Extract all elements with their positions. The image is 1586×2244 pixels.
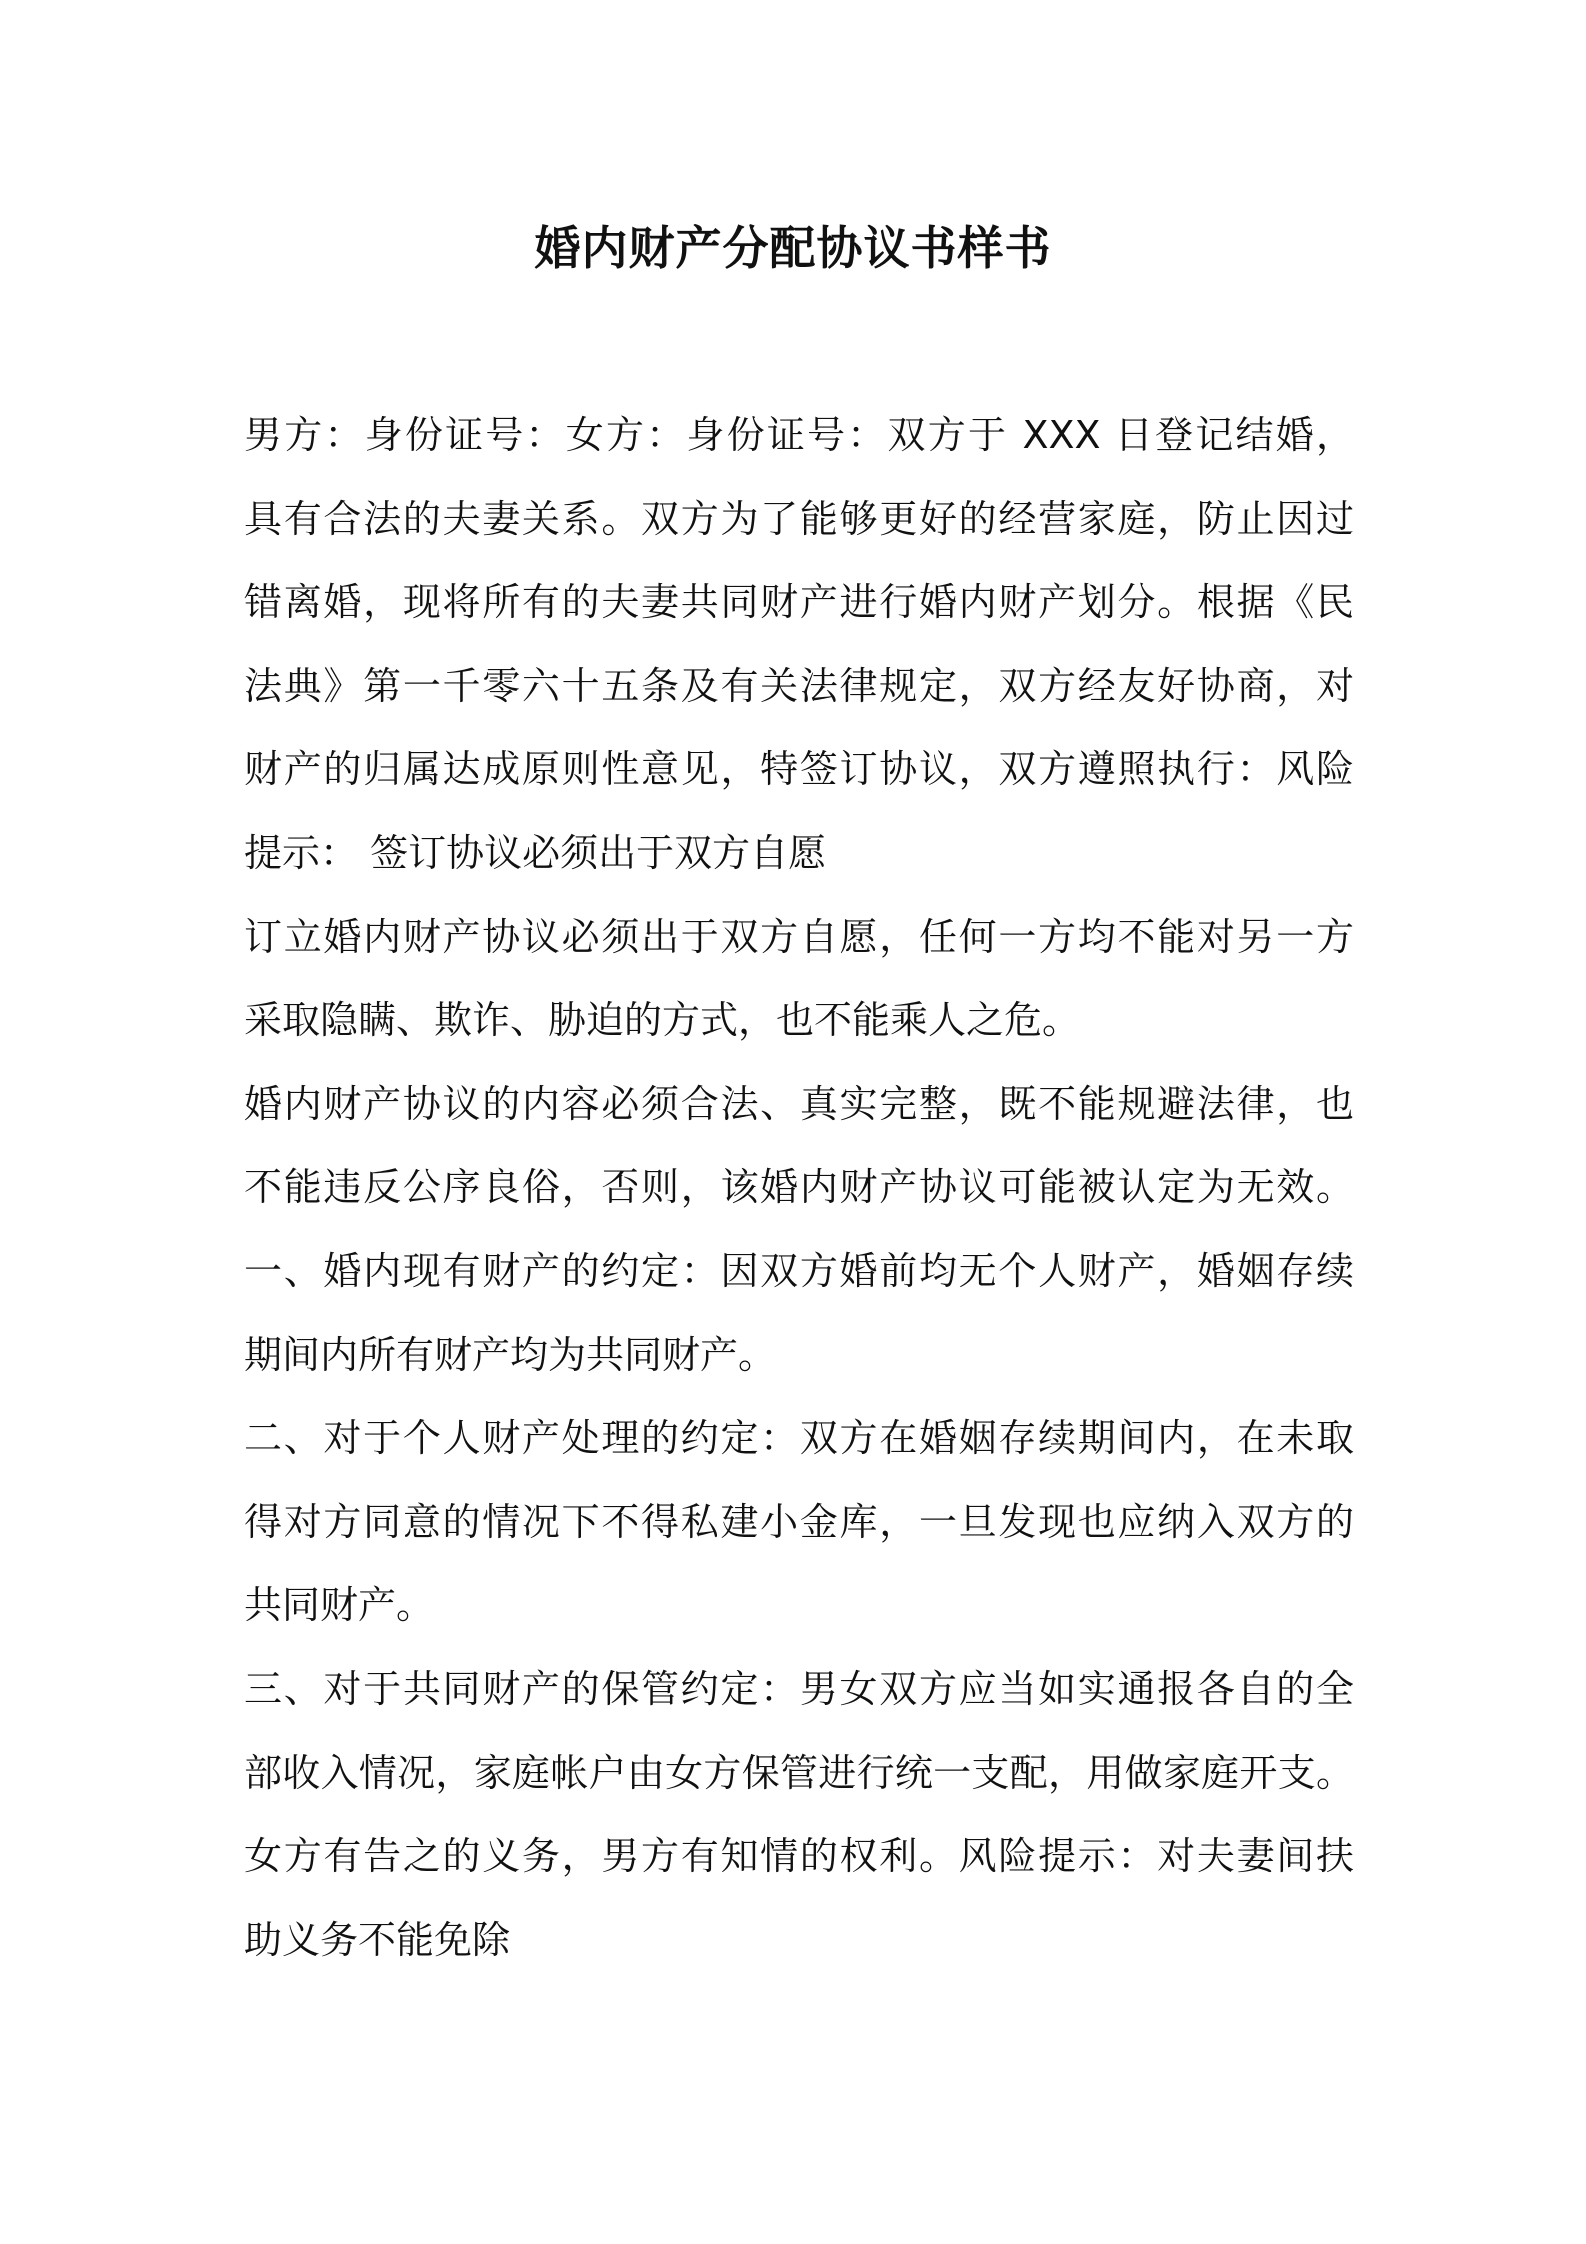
document-title: 婚内财产分配协议书样书: [534, 221, 1052, 275]
body-line: 具有合法的夫妻关系。双方为了能够更好的经营家庭，防止因过: [244, 496, 1354, 541]
body-line: 不能违反公序良俗，否则，该婚内财产协议可能被认定为无效。: [244, 1165, 1354, 1210]
body-line: 期间内所有财产均为共同财产。: [244, 1332, 777, 1377]
body-line: 助义务不能免除: [244, 1917, 511, 1962]
body-line: 二、对于个人财产处理的约定：双方在婚姻存续期间内，在未取: [244, 1416, 1354, 1461]
body-line: 错离婚，现将所有的夫妻共同财产进行婚内财产划分。根据《民: [244, 580, 1354, 625]
body-line: 订立婚内财产协议必须出于双方自愿，任何一方均不能对另一方: [244, 914, 1354, 959]
body-line: 三、对于共同财产的保管约定：男女双方应当如实通报各自的全: [244, 1666, 1354, 1711]
body-line: 婚内财产协议的内容必须合法、真实完整，既不能规避法律，也: [244, 1081, 1354, 1126]
body-line: 共同财产。: [244, 1583, 435, 1628]
body-line: 女方有告之的义务，男方有知情的权利。风险提示：对夫妻间扶: [244, 1834, 1354, 1879]
body-line: 法典》第一千零六十五条及有关法律规定，双方经友好协商，对: [244, 663, 1354, 708]
body-line: 得对方同意的情况下不得私建小金库，一旦发现也应纳入双方的: [244, 1499, 1354, 1544]
body-line: 部收入情况，家庭帐户由女方保管进行统一支配，用做家庭开支。: [244, 1750, 1354, 1795]
body-line: 提示： 签订协议必须出于双方自愿: [244, 830, 827, 875]
body-line: 男方：身份证号：女方：身份证号：双方于 XXX 日登记结婚，: [244, 413, 1354, 457]
body-line: 一、婚内现有财产的约定：因双方婚前均无个人财产，婚姻存续: [244, 1248, 1354, 1293]
document-body: [244, 394, 1354, 1982]
body-line: 财产的归属达成原则性意见，特签订协议，双方遵照执行：风险: [244, 747, 1354, 792]
body-line: 采取隐瞒、欺诈、胁迫的方式，也不能乘人之危。: [244, 998, 1081, 1043]
